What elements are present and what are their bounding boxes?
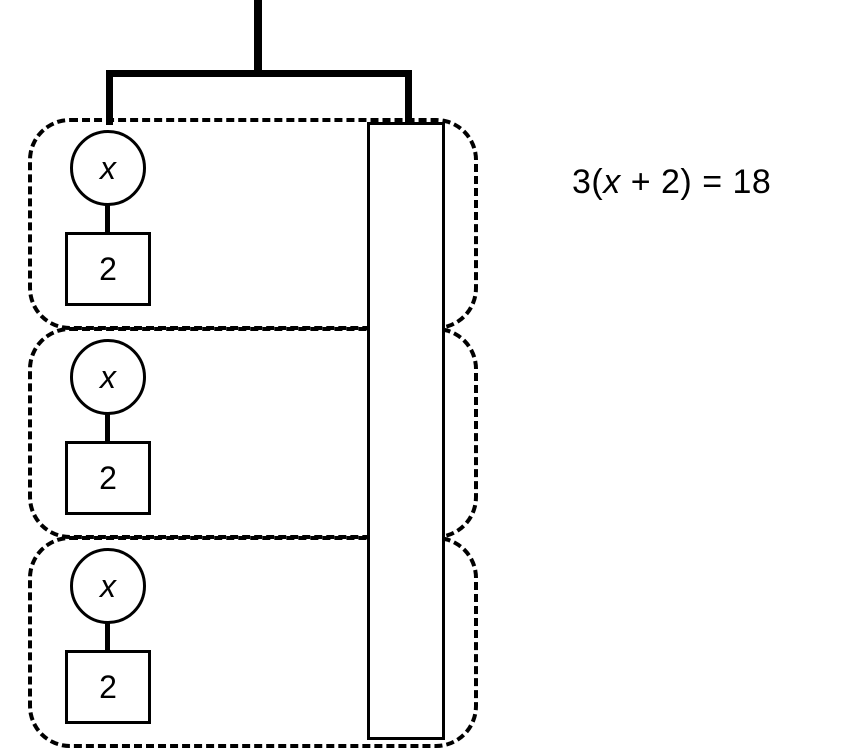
constant-box-3-label: 2 — [99, 668, 117, 705]
connector-drop-left — [106, 70, 113, 125]
constant-box-2-label: 2 — [99, 459, 117, 496]
constant-box-2 — [65, 441, 151, 515]
equation-total: 18 — [732, 163, 772, 201]
total-bar — [367, 122, 445, 740]
constant-box-1-label: 2 — [99, 250, 117, 287]
equation-label — [572, 163, 771, 202]
constant-box-3 — [65, 650, 151, 724]
constant-box-1 — [65, 232, 151, 306]
connector-stem-vertical — [254, 0, 262, 73]
connector-drop-right — [405, 70, 412, 125]
variable-circle-3 — [70, 548, 146, 624]
connector-bar-horizontal — [106, 70, 412, 77]
equation-plus: + — [620, 163, 661, 201]
equation-coefficient: 3 — [572, 163, 592, 201]
equation-open-paren: ( — [591, 163, 604, 201]
variable-circle-2 — [70, 339, 146, 415]
equation-variable: x — [603, 163, 621, 201]
variable-circle-1-label: x — [100, 149, 116, 186]
equation-close-paren: ) — [680, 163, 693, 201]
variable-circle-1 — [70, 130, 146, 206]
variable-circle-2-label: x — [100, 358, 116, 395]
equation-addend: 2 — [661, 163, 681, 201]
variable-circle-3-label: x — [100, 567, 116, 604]
equation-equals: = — [692, 163, 733, 201]
